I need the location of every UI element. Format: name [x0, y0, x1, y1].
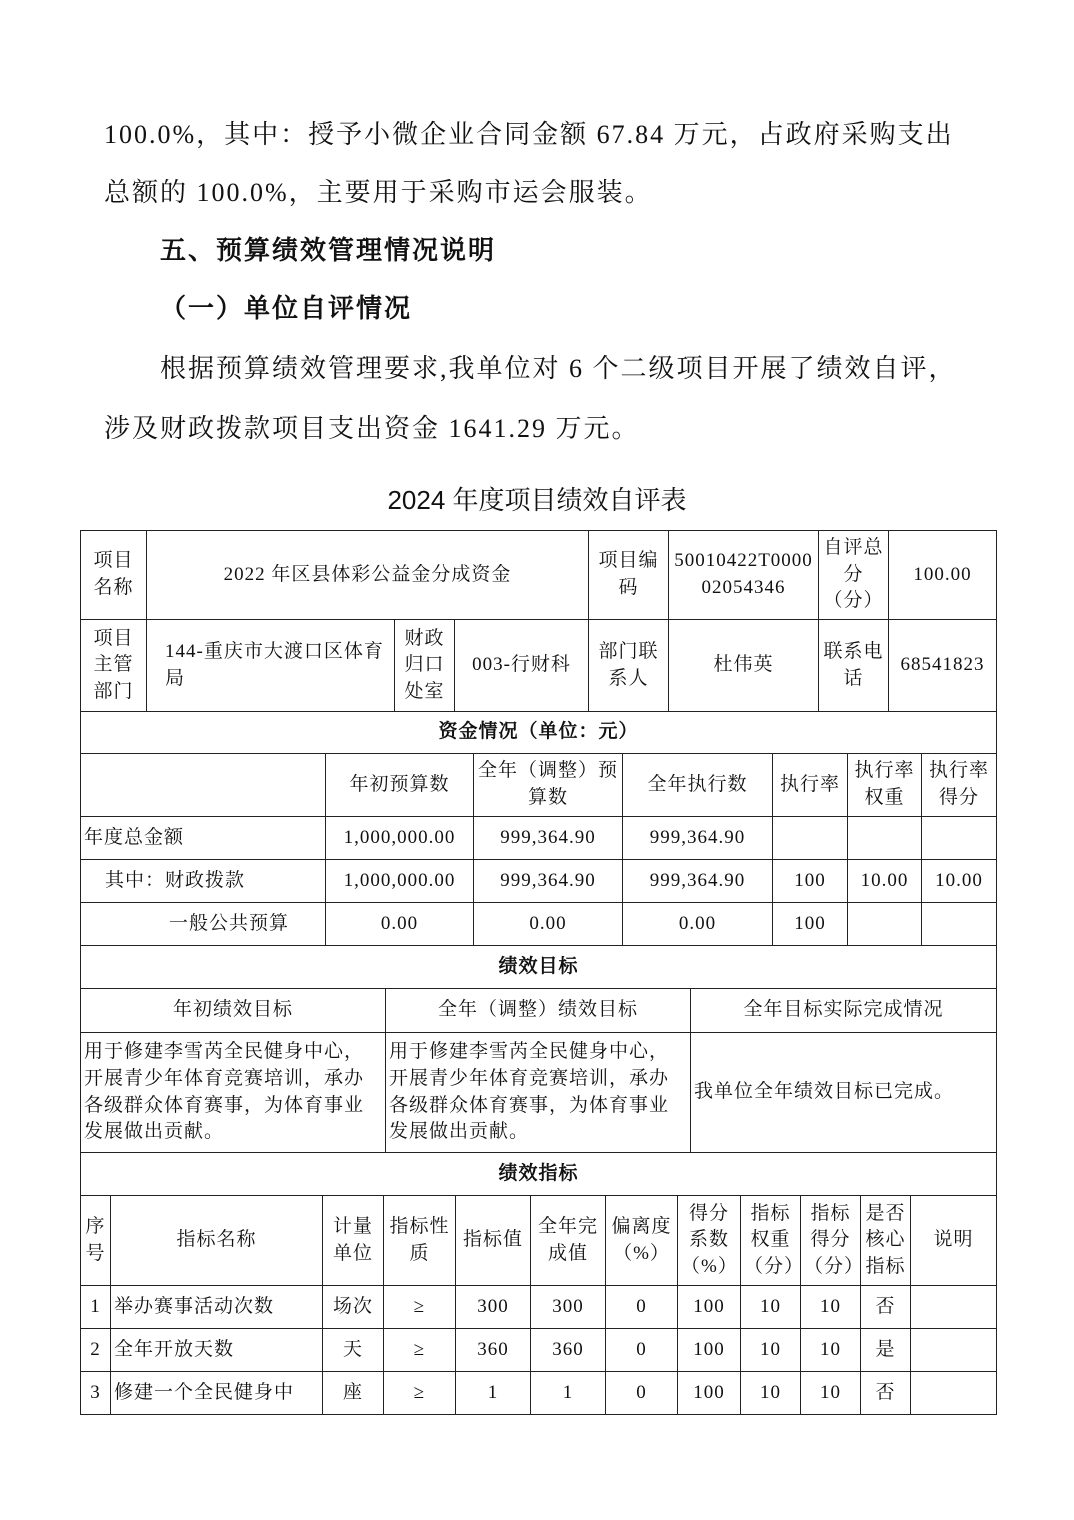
cell: ≥ — [384, 1286, 456, 1329]
cell: 100 — [678, 1372, 741, 1415]
office: 003-行财科 — [455, 620, 589, 712]
paragraph-line: 根据预算绩效管理要求,我单位对 6 个二级项目开展了绩效自评， — [160, 354, 957, 383]
label: 自评总分（分） — [819, 531, 889, 620]
table-row — [81, 903, 997, 946]
cell: 3 — [81, 1372, 111, 1415]
cell: 座 — [323, 1372, 384, 1415]
table-row — [81, 1329, 997, 1372]
indicator-name: 举办赛事活动次数 — [111, 1286, 323, 1329]
column-header: 偏离度（%） — [606, 1196, 678, 1286]
cell: 1 — [456, 1372, 531, 1415]
cell: 300 — [531, 1286, 606, 1329]
column-header: 指标性质 — [384, 1196, 456, 1286]
cell: 360 — [456, 1329, 531, 1372]
column-header: 得分系数（%） — [678, 1196, 741, 1286]
cell: 10 — [741, 1329, 801, 1372]
column-header: 全年（调整）预算数 — [474, 754, 623, 817]
cell: 999,364.90 — [474, 860, 623, 903]
column-header: 指标权重（分） — [741, 1196, 801, 1286]
cell: 100 — [678, 1286, 741, 1329]
column-header: 序号 — [81, 1196, 111, 1286]
project-name: 2022 年区县体彩公益金分成资金 — [147, 531, 589, 620]
section-heading: 五、预算绩效管理情况说明 — [160, 236, 497, 265]
cell: 360 — [531, 1329, 606, 1372]
paragraph-line: 100.0%，其中：授予小微企业合同金额 67.84 万元，占政府采购支出 — [104, 120, 954, 149]
goal-header: 全年目标实际完成情况 — [691, 989, 997, 1033]
cell: 999,364.90 — [623, 860, 773, 903]
goal-actual: 我单位全年绩效目标已完成。 — [691, 1033, 997, 1153]
indicator-name: 全年开放天数 — [111, 1329, 323, 1372]
column-header: 指标名称 — [111, 1196, 323, 1286]
column-header: 全年执行数 — [623, 754, 773, 817]
row-label: 其中：财政拨款 — [81, 860, 326, 903]
label: 联系电话 — [819, 620, 889, 712]
column-header: 全年完成值 — [531, 1196, 606, 1286]
column-header: 执行率 — [773, 754, 848, 817]
cell: 10 — [741, 1372, 801, 1415]
table-row — [81, 1286, 997, 1329]
column-header: 年初预算数 — [326, 754, 474, 817]
goal-header: 年初绩效目标 — [81, 989, 386, 1033]
project-info-table — [80, 530, 997, 712]
cell: 10 — [801, 1329, 861, 1372]
indicator-name: 修建一个全民健身中 — [111, 1372, 323, 1415]
column-header: 是否核心指标 — [861, 1196, 911, 1286]
cell: 否 — [861, 1286, 911, 1329]
column-header: 执行率得分 — [922, 754, 997, 817]
table-row — [81, 817, 997, 860]
cell: ≥ — [384, 1372, 456, 1415]
cell: 10 — [801, 1372, 861, 1415]
cell: 0 — [606, 1286, 678, 1329]
goal-initial: 用于修建李雪芮全民健身中心，开展青少年体育竞赛培训，承办各级群众体育赛事，为体育事业发展做出贡献。 — [81, 1033, 386, 1153]
row-label: 年度总金额 — [81, 817, 326, 860]
cell — [922, 903, 997, 946]
cell: 100 — [678, 1329, 741, 1372]
cell — [911, 1372, 997, 1415]
cell — [911, 1286, 997, 1329]
project-code: 50010422T000002054346 — [669, 531, 819, 620]
cell: 300 — [456, 1286, 531, 1329]
funds-table — [80, 711, 997, 946]
cell: ≥ — [384, 1329, 456, 1372]
subsection-heading: （一）单位自评情况 — [160, 294, 413, 323]
cell: 0.00 — [623, 903, 773, 946]
cell: 999,364.90 — [623, 817, 773, 860]
cell: 100 — [773, 860, 848, 903]
column-header: 指标值 — [456, 1196, 531, 1286]
phone: 68541823 — [889, 620, 997, 712]
cell — [848, 817, 922, 860]
label: 部门联系人 — [589, 620, 669, 712]
label: 项目主管部门 — [81, 620, 147, 712]
cell — [911, 1329, 997, 1372]
row-label: 一般公共预算 — [81, 903, 326, 946]
cell: 2 — [81, 1329, 111, 1372]
cell — [773, 817, 848, 860]
cell: 10.00 — [922, 860, 997, 903]
column-header: 执行率权重 — [848, 754, 922, 817]
cell: 0 — [606, 1372, 678, 1415]
label: 项目名称 — [81, 531, 147, 620]
department: 144-重庆市大渡口区体育局 — [147, 620, 395, 712]
goal-header: 全年（调整）绩效目标 — [386, 989, 691, 1033]
cell: 否 — [861, 1372, 911, 1415]
cell — [922, 817, 997, 860]
cell — [848, 903, 922, 946]
cell: 10 — [741, 1286, 801, 1329]
section-header: 资金情况（单位：元） — [81, 712, 997, 754]
section-header: 绩效目标 — [81, 946, 997, 989]
cell: 10.00 — [848, 860, 922, 903]
column-header: 说明 — [911, 1196, 997, 1286]
paragraph-line: 总额的 100.0%，主要用于采购市运会服装。 — [104, 178, 653, 207]
cell: 100 — [773, 903, 848, 946]
label: 项目编码 — [589, 531, 669, 620]
goals-table — [80, 945, 997, 1153]
cell: 0.00 — [326, 903, 474, 946]
indicators-table — [80, 1152, 997, 1415]
cell: 10 — [801, 1286, 861, 1329]
cell: 1,000,000.00 — [326, 817, 474, 860]
label: 财政归口处室 — [395, 620, 455, 712]
cell: 1 — [81, 1286, 111, 1329]
cell: 场次 — [323, 1286, 384, 1329]
self-score: 100.00 — [889, 531, 997, 620]
column-header: 指标得分（分） — [801, 1196, 861, 1286]
goal-adjusted: 用于修建李雪芮全民健身中心，开展青少年体育竞赛培训，承办各级群众体育赛事，为体育事业发展做出贡献。 — [386, 1033, 691, 1153]
cell: 天 — [323, 1329, 384, 1372]
paragraph-line: 涉及财政拨款项目支出资金 1641.29 万元。 — [104, 414, 640, 443]
table-row — [81, 860, 997, 903]
table-row — [81, 1372, 997, 1415]
cell: 1,000,000.00 — [326, 860, 474, 903]
table-title: 2024 年度项目绩效自评表 — [387, 485, 687, 515]
contact: 杜伟英 — [669, 620, 819, 712]
column-header: 计量单位 — [323, 1196, 384, 1286]
column-header — [81, 754, 326, 817]
cell: 0 — [606, 1329, 678, 1372]
section-header: 绩效指标 — [81, 1153, 997, 1196]
cell: 0.00 — [474, 903, 623, 946]
cell: 1 — [531, 1372, 606, 1415]
cell: 999,364.90 — [474, 817, 623, 860]
cell: 是 — [861, 1329, 911, 1372]
